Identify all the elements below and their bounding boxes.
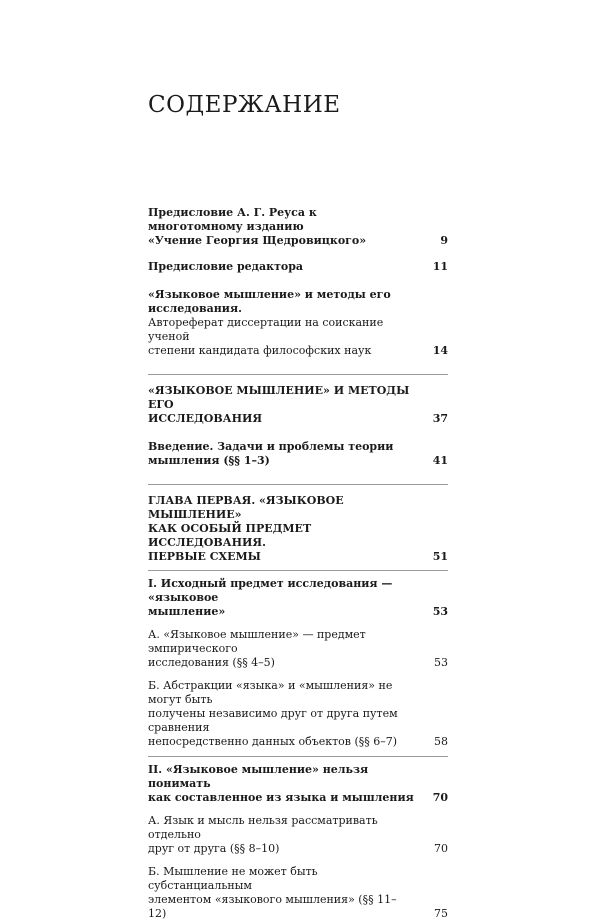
divider — [148, 374, 448, 375]
toc-entry — [148, 494, 448, 564]
toc-page-number: 75 — [434, 907, 448, 920]
toc-entry — [148, 206, 448, 248]
toc-entry — [148, 440, 448, 468]
page-title: СОДЕРЖАНИЕ — [148, 92, 341, 118]
toc-entry-line: мышление» — [148, 605, 226, 618]
toc-page-number: 37 — [432, 412, 448, 425]
toc-entry-line: Б. Абстракции «языка» и «мышления» не могут быть — [148, 679, 393, 706]
toc-entry — [148, 679, 448, 749]
toc-page-number: 14 — [432, 344, 448, 357]
table-of-contents — [148, 206, 448, 921]
toc-entry-line: А. «Языковое мышление» — предмет эмпирического — [148, 628, 366, 655]
toc-entry-line: А. Язык и мысль нельзя рассматривать отдельно — [148, 814, 378, 841]
toc-entry-line: Автореферат диссертации на соискание ученой — [148, 316, 384, 343]
toc-entry — [148, 628, 448, 670]
toc-entry-line: ГЛАВА ПЕРВАЯ. «ЯЗЫКОВОЕ МЫШЛЕНИЕ» — [148, 494, 344, 521]
toc-page-number: 58 — [434, 735, 448, 748]
toc-entry-line: получены независимо друг от друга путем сравнения — [148, 707, 398, 734]
toc-entry-line: Предисловие А. Г. Реуса к многотомному изданию — [148, 206, 317, 233]
toc-entry-line: элементом «языкового мышления» (§§ 11–12) — [148, 893, 397, 920]
toc-page-number: 11 — [432, 260, 448, 273]
toc-page-number: 51 — [432, 550, 448, 563]
toc-entry — [148, 865, 448, 921]
toc-entry-line: ИССЛЕДОВАНИЯ — [148, 412, 263, 425]
toc-entry-line: КАК ОСОБЫЙ ПРЕДМЕТ ИССЛЕДОВАНИЯ. — [148, 522, 312, 549]
toc-page-number: 53 — [434, 656, 448, 669]
toc-entry-line: исследования (§§ 4–5) — [148, 656, 275, 669]
toc-entry — [148, 288, 448, 358]
toc-entry-line: ПЕРВЫЕ СХЕМЫ — [148, 550, 261, 563]
toc-entry — [148, 763, 448, 805]
divider — [148, 570, 448, 571]
toc-page-number: 41 — [432, 454, 448, 467]
toc-entry-line: Введение. Задачи и проблемы теории — [148, 440, 394, 453]
toc-entry-line: непосредственно данных объектов (§§ 6–7) — [148, 735, 398, 748]
toc-page-number: 70 — [434, 842, 448, 855]
divider — [148, 484, 448, 485]
toc-entry — [148, 260, 448, 274]
toc-entry-line: II. «Языковое мышление» нельзя понимать — [148, 763, 369, 790]
toc-entry-line: «Учение Георгия Щедровицкого» — [148, 234, 367, 247]
toc-entry-line: Б. Мышление не может быть субстанциальным — [148, 865, 318, 892]
toc-entry — [148, 814, 448, 856]
toc-entry-line: мышления (§§ 1–3) — [148, 454, 270, 467]
toc-entry — [148, 577, 448, 619]
toc-entry-line: степени кандидата философских наук — [148, 344, 372, 357]
toc-page-number: 53 — [432, 605, 448, 618]
divider — [148, 756, 448, 757]
toc-entry-line: как составленное из языка и мышления — [148, 791, 414, 804]
toc-entry-line: «Языковое мышление» и методы его исследования. — [148, 288, 391, 315]
toc-entry-line: «ЯЗЫКОВОЕ МЫШЛЕНИЕ» И МЕТОДЫ ЕГО — [148, 384, 410, 411]
toc-entry-line: I. Исходный предмет исследования — «языковое — [148, 577, 393, 604]
toc-entry-line: Предисловие редактора — [148, 260, 304, 273]
toc-entry — [148, 384, 448, 426]
toc-page-number: 9 — [440, 234, 448, 247]
toc-entry-line: друг от друга (§§ 8–10) — [148, 842, 280, 855]
toc-page-number: 70 — [432, 791, 448, 804]
